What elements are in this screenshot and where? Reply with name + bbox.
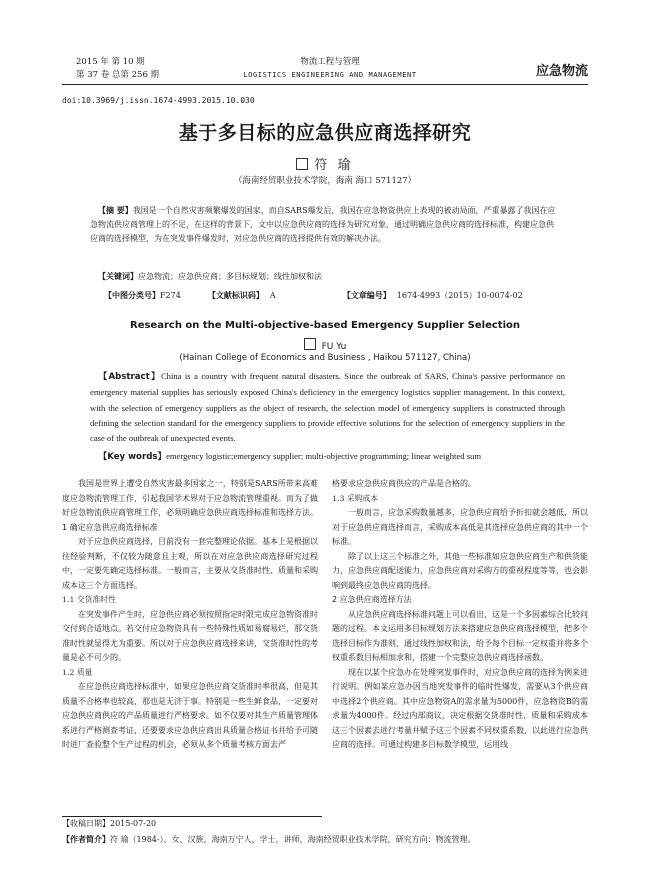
abstract-en-text: China is a country with frequent natural disasters. Since the outbreak of SARS, China's passive performance on emergency material supplies has seriously exposed China's deficiency in the emergency logistics supplier management. In this context, with the selection of emergency suppliers as the object of research, the selection model of emergency suppliers is constructed through defining the selection standard for the emergency suppliers to provide effective solutions for the selection of emergency suppliers in the case of the outbreak of unexpected events. — [90, 371, 566, 444]
body-column-right — [332, 477, 588, 753]
abstract-cn-text: 我国是一个自然灾害频繁爆发的国家，而自SARS爆发后，我国在应急物资供应上表现的被动局面，严重暴露了我国在应急物流供应商管理上的不足，在这样的背景下，文中以应急供应商的选择为研究对象，通过明确应急供应商的选择标准，构建应急供应商的选择模型，为在突发事件爆发时，对应急供应商的选择提供有效的解决办法。 — [90, 206, 556, 243]
affiliation-en: (Hainan College of Economics and Business , Haikou 571127, China) — [179, 353, 471, 363]
subsection-heading-1-2: 1.2 质量 — [62, 667, 93, 677]
section-heading-2: 2 应急供应商选择方法 — [332, 595, 412, 604]
journal-name-en: LOGISTICS ENGINEERING AND MANAGEMENT — [243, 71, 417, 79]
abstract-cn — [90, 203, 560, 246]
author-en-name: FU Yu — [321, 342, 347, 352]
author-en-box-icon — [304, 338, 316, 350]
paper-title-en: Research on the Multi-objective-based Emergency Supplier Selection — [130, 320, 520, 331]
section-label: 应急物流 — [535, 64, 588, 79]
author-bio — [62, 833, 476, 846]
author-bio-text: 符 瑜（1984-），女，汉族，海南万宁人，学士，讲师，海南经贸职业技术学院，研究方向：物流管理。 — [110, 835, 476, 844]
paragraph-1-3a: 一般而言，应急采购数量越多，应急供应商给予折扣就会越低，所以对于应急供应商选择而言，采购成本高低是其选择应急供应商的其中一个标准。 — [332, 508, 588, 546]
doc-code-label: 【文献标识码】 — [207, 290, 264, 300]
journal-name — [240, 56, 420, 82]
author-en — [0, 338, 650, 352]
issue-info — [76, 56, 159, 82]
doc-code-value: A — [269, 291, 276, 300]
paragraph-1-2-cont: 格要求应急供应商供应的产品是合格的。 — [332, 479, 476, 488]
paper-title: 基于多目标的应急供应商选择研究 — [178, 122, 472, 144]
journal-name-cn: 物流工程与管理 — [300, 57, 360, 67]
paragraph-1-3b: 除了以上这三个标准之外，其他一些标准如应急供应商生产和供货能力，应急供应商配送能力，应急供应商对采购方的重视程度等等，也会影响到最终应急供应商的选择。 — [332, 551, 588, 590]
author-bio-label: 【作者简介】 — [62, 834, 110, 844]
keywords-cn-label: 【关键词】 — [98, 271, 138, 281]
abstract-en-label: 【Abstract】 — [98, 372, 161, 382]
intro-paragraph: 我国是世界上遭受自然灾害最多国家之一，特别是SARS所带来高难度应急物流管理工作，引起我国学术界对于应急物流管理重视。而为了做好应急物流供应商管理工作，必须明确应急供应商选择标准和选择方法。 — [62, 479, 318, 517]
paragraph-1-1: 在突发事件产生时，应急供应商必须按照指定时限完成应急物资准时交付到合适地点。若交付应急物资具有一些特殊性质如易腐易烂，那交货准时性就显得尤为重要。所以对于应急供应商选择来讲，交货准时性的考量是必不可少的。 — [62, 609, 318, 662]
volume-total: 第 37 卷 总第 256 期 — [76, 70, 160, 80]
received-date: 【收稿日期】2015-07-20 — [62, 819, 157, 828]
author — [0, 154, 650, 173]
abstract-cn-label: 【摘 要】 — [98, 205, 133, 215]
section-heading-1: 1 确定应急供应商选择标准 — [62, 522, 158, 532]
classification-row — [104, 288, 523, 303]
paragraph-2a: 从应急供应商选择标准问题上可以看出，这是一个多因素综合比较问题的过程。本文运用多目标规划方法来搭建应急供应商选择模型，把多个选择目标作为准则，通过线性加权和法，给予每个目标一定权重并将多个权重系数目标相加求和，搭建一个完整应急供应商选择函数。 — [332, 609, 588, 662]
author-name: 符 瑜 — [314, 158, 354, 173]
article-no-label: 【文章编号】 — [342, 290, 391, 300]
clc-label: 【中图分类号】 — [104, 290, 160, 300]
article-no-value: 1674-4993（2015）10-0074-02 — [396, 291, 523, 300]
paragraph-1: 对于应急供应商选择，目前没有一套完整理论依据。基本上是根据以往经验判断，不仅较为随意且主观，所以在对应急供应商选择研究过程中，一定要先确定选择标准。一般而言，主要从交货准时性、质量和采购成本这三个方面选择。 — [62, 537, 318, 590]
doi: doi:10.3969/j.issn.1674-4993.2015.10.030 — [62, 96, 255, 105]
author-box-icon — [296, 158, 308, 170]
header-divider — [62, 84, 588, 85]
subsection-heading-1-3: 1.3 采购成本 — [332, 493, 379, 503]
keywords-cn-text: 应急物流；应急供应商；多目标规划；线性加权和法 — [138, 272, 322, 281]
subsection-heading-1-1: 1.1 交货准时性 — [62, 595, 116, 604]
keywords-en-text: emergency logistic;emergency supplier; multi-objective programming; linear weighted sum — [166, 451, 482, 461]
affiliation: （海南经贸职业技术学院，海南 海口 571127） — [233, 176, 417, 186]
footnote-divider — [62, 816, 322, 817]
keywords-cn — [90, 269, 560, 284]
keywords-en — [90, 449, 565, 464]
keywords-en-label: 【Key words】 — [98, 452, 167, 462]
abstract-en — [90, 369, 565, 446]
paragraph-2b: 现在以某个应急办在处理突发事件时，对应急供应商的选择为例来进行说明。例如某应急办因当地突发事件的临时性爆发，需要从3个供应商中选择2个供应商。其中应急物资A的需求量为5000件，应急物资B的需求量为4000件。经过内部商议，决定根据交货准时性、质量和采购成本这三个因素去进行考量并赋予这三个因素不同权重系数，以此进行应急供应商的选择。可通过构建多目标数学模型，运用线 — [332, 667, 588, 749]
clc-value: F274 — [160, 291, 181, 300]
paragraph-1-2: 在应急供应商选择标准中，如果应急供应商交货准时率很高，但是其质量不合格率也较高，那也是无济于事。特别是一些生鲜食品，一定要对应急供应商供应的产品质量进行严格要求。如不仅要对其生产质量管理体系进行严格测查考证，还要要求应急供应商出具质量合格证书并给予可随时进厂查验整个生产过程的机会，必须从多个质量考核方面去严 — [62, 682, 318, 749]
body-column-left — [62, 477, 318, 753]
year-issue: 2015 年 第 10 期 — [76, 57, 145, 67]
